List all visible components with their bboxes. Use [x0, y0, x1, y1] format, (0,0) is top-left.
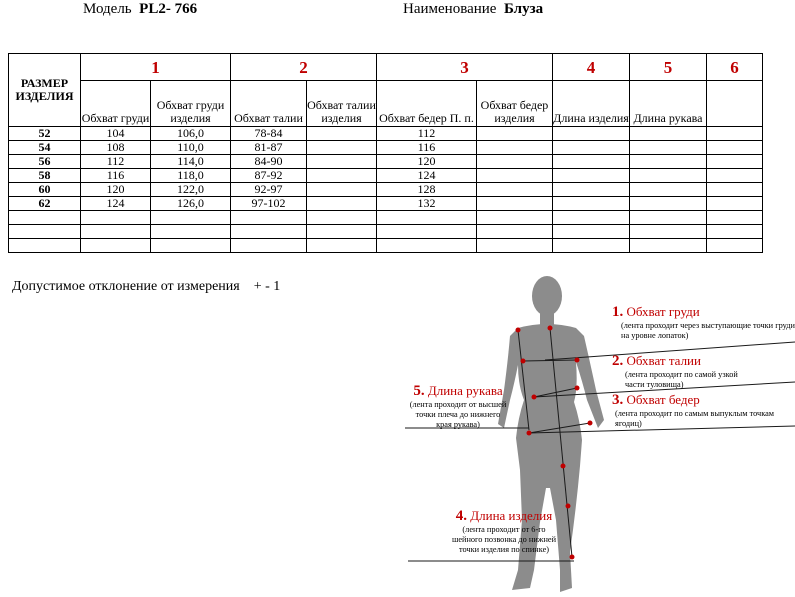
- group-1-number: 1: [81, 54, 231, 81]
- table-cell: 122,0: [151, 183, 231, 197]
- column-header-text: Длина изделия: [553, 111, 629, 125]
- model-value: PL2- 766: [139, 1, 198, 17]
- table-cell: [477, 225, 553, 239]
- column-header-text: Обхват талии изделия: [307, 98, 376, 125]
- table-cell: [553, 169, 630, 183]
- table-cell: [231, 211, 307, 225]
- size-rows: [9, 127, 763, 253]
- table-cell: [477, 141, 553, 155]
- table-cell: 112: [81, 155, 151, 169]
- group-3-number: 3: [377, 54, 553, 81]
- table-cell: [477, 197, 553, 211]
- table-cell: [630, 141, 707, 155]
- table-cell: [630, 197, 707, 211]
- group-2-number: 2: [231, 54, 377, 81]
- measurement-2-desc: (лента проходит по самой узкой части туловища): [625, 370, 738, 389]
- table-cell: [553, 141, 630, 155]
- size-cell: [9, 211, 81, 225]
- tolerance-note: [12, 279, 280, 295]
- measurement-3-label: [612, 392, 795, 429]
- table-cell: [553, 225, 630, 239]
- column-header-text: Обхват груди изделия: [156, 98, 225, 125]
- table-cell: [307, 183, 377, 197]
- table-cell: 110,0: [151, 141, 231, 155]
- measurement-2-number: 2.: [612, 353, 624, 369]
- table-cell: 108: [81, 141, 151, 155]
- column-header: [707, 81, 763, 127]
- table-cell: [307, 155, 377, 169]
- table-row: [9, 197, 763, 211]
- name-value: Блуза: [503, 1, 544, 17]
- table-cell: [707, 127, 763, 141]
- table-cell: [231, 225, 307, 239]
- group-6-number: 6: [707, 54, 763, 81]
- table-cell: [307, 225, 377, 239]
- table-cell: [307, 127, 377, 141]
- measurement-4-desc: (лента проходит от 6-го шейного позвонка до нижней точки изделия по спинке): [451, 525, 557, 554]
- table-cell: [707, 197, 763, 211]
- measurement-1-desc: (лента проходит через выступающие точки груди на уровне лопаток): [621, 321, 795, 340]
- table-cell: [707, 225, 763, 239]
- size-cell: 62: [9, 197, 81, 211]
- size-cell: [9, 239, 81, 253]
- size-cell: 58: [9, 169, 81, 183]
- table-cell: 114,0: [151, 155, 231, 169]
- size-cell: [9, 225, 81, 239]
- table-cell: [630, 239, 707, 253]
- model-label: Модель: [83, 1, 132, 17]
- model-header: [83, 1, 197, 18]
- table-row: [9, 155, 763, 169]
- table-row: [9, 127, 763, 141]
- table-cell: [553, 155, 630, 169]
- table-cell: [81, 225, 151, 239]
- column-header-text: Обхват бедер изделия: [480, 98, 549, 125]
- group-5-number: 5: [630, 54, 707, 81]
- measurement-3-title: Обхват бедер: [626, 392, 700, 407]
- table-cell: [307, 239, 377, 253]
- name-header: [403, 1, 543, 18]
- table-cell: [151, 239, 231, 253]
- table-cell: [707, 155, 763, 169]
- table-cell: [553, 211, 630, 225]
- column-header: [231, 81, 307, 127]
- table-cell: [231, 239, 307, 253]
- table-cell: 120: [377, 155, 477, 169]
- table-cell: [151, 211, 231, 225]
- table-cell: [377, 225, 477, 239]
- table-cell: [477, 211, 553, 225]
- table-cell: 120: [81, 183, 151, 197]
- measurement-5-label: [408, 383, 508, 430]
- column-header: [151, 81, 231, 127]
- table-cell: [307, 141, 377, 155]
- table-cell: 128: [377, 183, 477, 197]
- column-header-text: Обхват груди: [81, 111, 150, 125]
- table-row: [9, 141, 763, 155]
- table-cell: [553, 239, 630, 253]
- measurement-4-number: 4.: [455, 508, 468, 524]
- measurement-2-label: [612, 353, 748, 390]
- table-cell: 81-87: [231, 141, 307, 155]
- table-row: [9, 239, 763, 253]
- group-4-number: 4: [553, 54, 630, 81]
- table-cell: [307, 211, 377, 225]
- measurement-3-number: 3.: [612, 392, 624, 408]
- table-row: [9, 169, 763, 183]
- measurement-4-label: [448, 508, 560, 555]
- tolerance-value: + - 1: [253, 279, 281, 294]
- measurement-5-title: Длина рукава: [427, 383, 503, 398]
- table-cell: 104: [81, 127, 151, 141]
- table-cell: [707, 183, 763, 197]
- table-cell: 84-90: [231, 155, 307, 169]
- table-cell: [630, 225, 707, 239]
- table-cell: 112: [377, 127, 477, 141]
- measurement-4-title: Длина изделия: [470, 508, 553, 523]
- table-cell: [307, 169, 377, 183]
- table-cell: [477, 183, 553, 197]
- table-cell: [81, 239, 151, 253]
- column-header: [553, 81, 630, 127]
- table-cell: [377, 211, 477, 225]
- size-cell: 52: [9, 127, 81, 141]
- table-cell: [377, 239, 477, 253]
- table-cell: [630, 155, 707, 169]
- table-cell: 78-84: [231, 127, 307, 141]
- table-cell: [707, 141, 763, 155]
- table-cell: 124: [81, 197, 151, 211]
- table-cell: [151, 225, 231, 239]
- table-cell: 87-92: [231, 169, 307, 183]
- table-cell: 124: [377, 169, 477, 183]
- table-cell: 118,0: [151, 169, 231, 183]
- table-cell: [477, 127, 553, 141]
- size-cell: 56: [9, 155, 81, 169]
- column-header: [307, 81, 377, 127]
- measurement-3-desc: (лента проходит по самым выпуклым точкам ягодиц): [615, 409, 775, 428]
- table-cell: [553, 197, 630, 211]
- table-cell: 132: [377, 197, 477, 211]
- column-header: [377, 81, 477, 127]
- table-cell: [630, 183, 707, 197]
- table-cell: [307, 197, 377, 211]
- size-table: [8, 53, 763, 253]
- tolerance-text: Допустимое отклонение от измерения: [12, 279, 240, 294]
- size-cell: 54: [9, 141, 81, 155]
- measurement-1-title: Обхват груди: [626, 304, 700, 319]
- name-label: Наименование: [403, 1, 497, 17]
- table-cell: [477, 239, 553, 253]
- table-cell: 116: [377, 141, 477, 155]
- table-cell: [477, 155, 553, 169]
- table-cell: 126,0: [151, 197, 231, 211]
- table-cell: [81, 211, 151, 225]
- table-cell: 106,0: [151, 127, 231, 141]
- column-header-text: Обхват талии: [234, 111, 303, 125]
- column-header: [477, 81, 553, 127]
- table-cell: [707, 211, 763, 225]
- table-row: [9, 183, 763, 197]
- measurement-2-title: Обхват талии: [626, 353, 701, 368]
- table-cell: 97-102: [231, 197, 307, 211]
- size-cell: 60: [9, 183, 81, 197]
- measurement-1-label: [612, 304, 795, 341]
- column-header: [630, 81, 707, 127]
- table-cell: [630, 127, 707, 141]
- table-cell: [707, 169, 763, 183]
- table-row: [9, 225, 763, 239]
- measurement-1-number: 1.: [612, 304, 624, 320]
- table-cell: [630, 211, 707, 225]
- table-cell: 116: [81, 169, 151, 183]
- size-header: РАЗМЕР ИЗДЕЛИЯ: [9, 54, 81, 127]
- table-row: [9, 211, 763, 225]
- table-cell: [553, 183, 630, 197]
- measurement-5-desc: (лента проходит от высшей точки плеча до нижнего края рукава): [409, 400, 507, 429]
- column-header: [81, 81, 151, 127]
- table-cell: [477, 169, 553, 183]
- measurement-5-number: 5.: [413, 383, 425, 399]
- column-header-text: Обхват бедер П. п.: [379, 111, 474, 125]
- table-cell: [630, 169, 707, 183]
- table-cell: [707, 239, 763, 253]
- table-cell: 92-97: [231, 183, 307, 197]
- column-header-text: Длина рукава: [633, 111, 703, 125]
- table-cell: [553, 127, 630, 141]
